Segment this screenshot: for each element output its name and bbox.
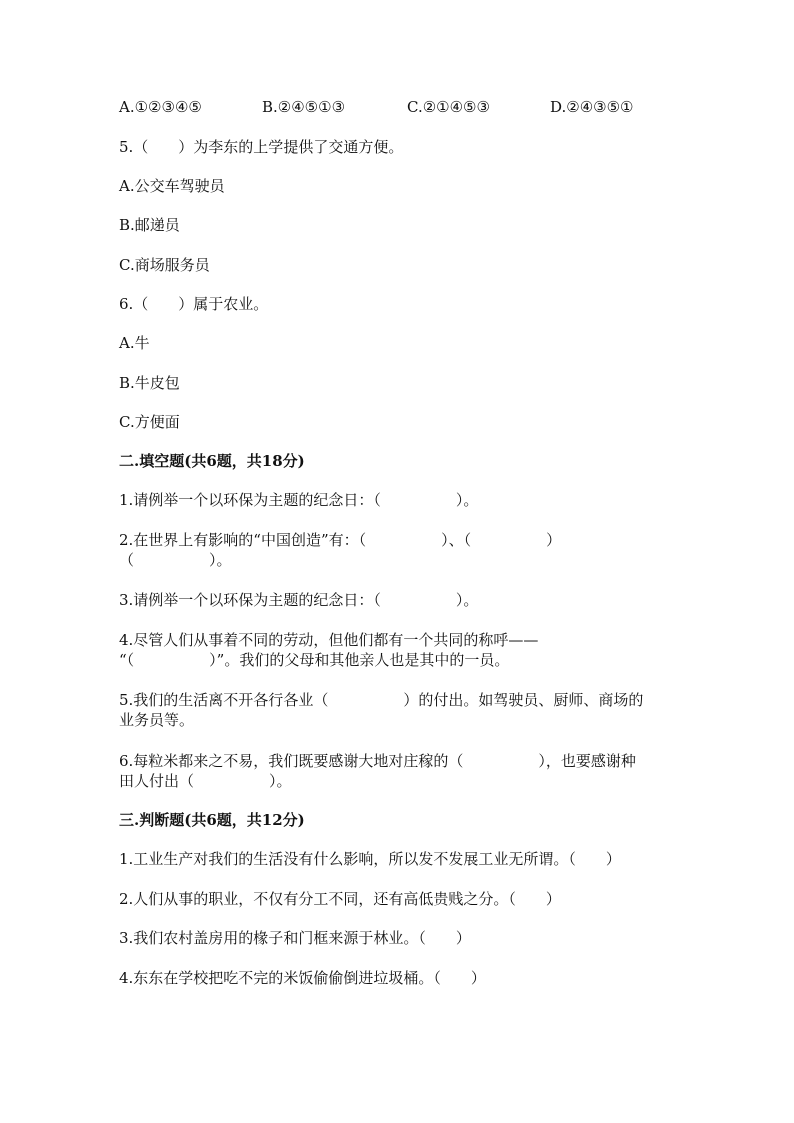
question-stem: 6.（ ）属于农业。 — [119, 295, 269, 313]
fill-question: 2.在世界上有影响的“中国创造”有：（ ）、（ ） — [119, 531, 562, 549]
choice-option: C.商场服务员 — [119, 256, 210, 274]
question-stem: 5.（ ）为李东的上学提供了交通方便。 — [119, 138, 404, 156]
option-c: C.②①④⑤③ — [407, 98, 490, 116]
fill-question: 1.请例举一个以环保为主题的纪念日：（ ）。 — [119, 491, 479, 509]
fill-question: 5.我们的生活离不开各行各业（ ）的付出。如驾驶员、厨师、商场的 — [119, 691, 644, 709]
option-a: A.①②③④⑤ — [119, 98, 202, 116]
fill-question-continuation: 业务员等。 — [119, 711, 195, 729]
judge-question: 1.工业生产对我们的生活没有什么影响，所以发不发展工业无所谓。（ ） — [119, 850, 621, 868]
choice-option: A.公交车驾驶员 — [119, 177, 225, 195]
option-d: D.②④③⑤① — [550, 98, 634, 116]
section-heading-true-false: 三.判断题(共6题，共12分) — [119, 811, 305, 829]
fill-question: 6.每粒米都来之不易，我们既要感谢大地对庄稼的（ ），也要感谢种 — [119, 752, 636, 770]
choice-option: B.邮递员 — [119, 216, 180, 234]
choice-option: C.方便面 — [119, 413, 180, 431]
fill-question-continuation: （ ）。 — [119, 551, 232, 569]
fill-question: 4.尽管人们从事着不同的劳动，但他们都有一个共同的称呼—— — [119, 631, 539, 649]
choice-option: B.牛皮包 — [119, 374, 180, 392]
choice-option: A.牛 — [119, 334, 150, 352]
fill-question-continuation: 田人付出（ ）。 — [119, 772, 292, 790]
judge-question: 2.人们从事的职业，不仅有分工不同，还有高低贵贱之分。（ ） — [119, 890, 561, 908]
judge-question: 3.我们农村盖房用的椽子和门框来源于林业。（ ） — [119, 929, 471, 947]
judge-question: 4.东东在学校把吃不完的米饭偷偷倒进垃圾桶。（ ） — [119, 969, 486, 987]
section-heading-fill-blank: 二.填空题(共6题，共18分) — [119, 452, 305, 470]
fill-question: 3.请例举一个以环保为主题的纪念日：（ ）。 — [119, 591, 479, 609]
option-b: B.②④⑤①③ — [262, 98, 346, 116]
fill-question-continuation: “（ ）”。我们的父母和其他亲人也是其中的一员。 — [119, 651, 510, 669]
q4-options-row — [0, 97, 794, 117]
